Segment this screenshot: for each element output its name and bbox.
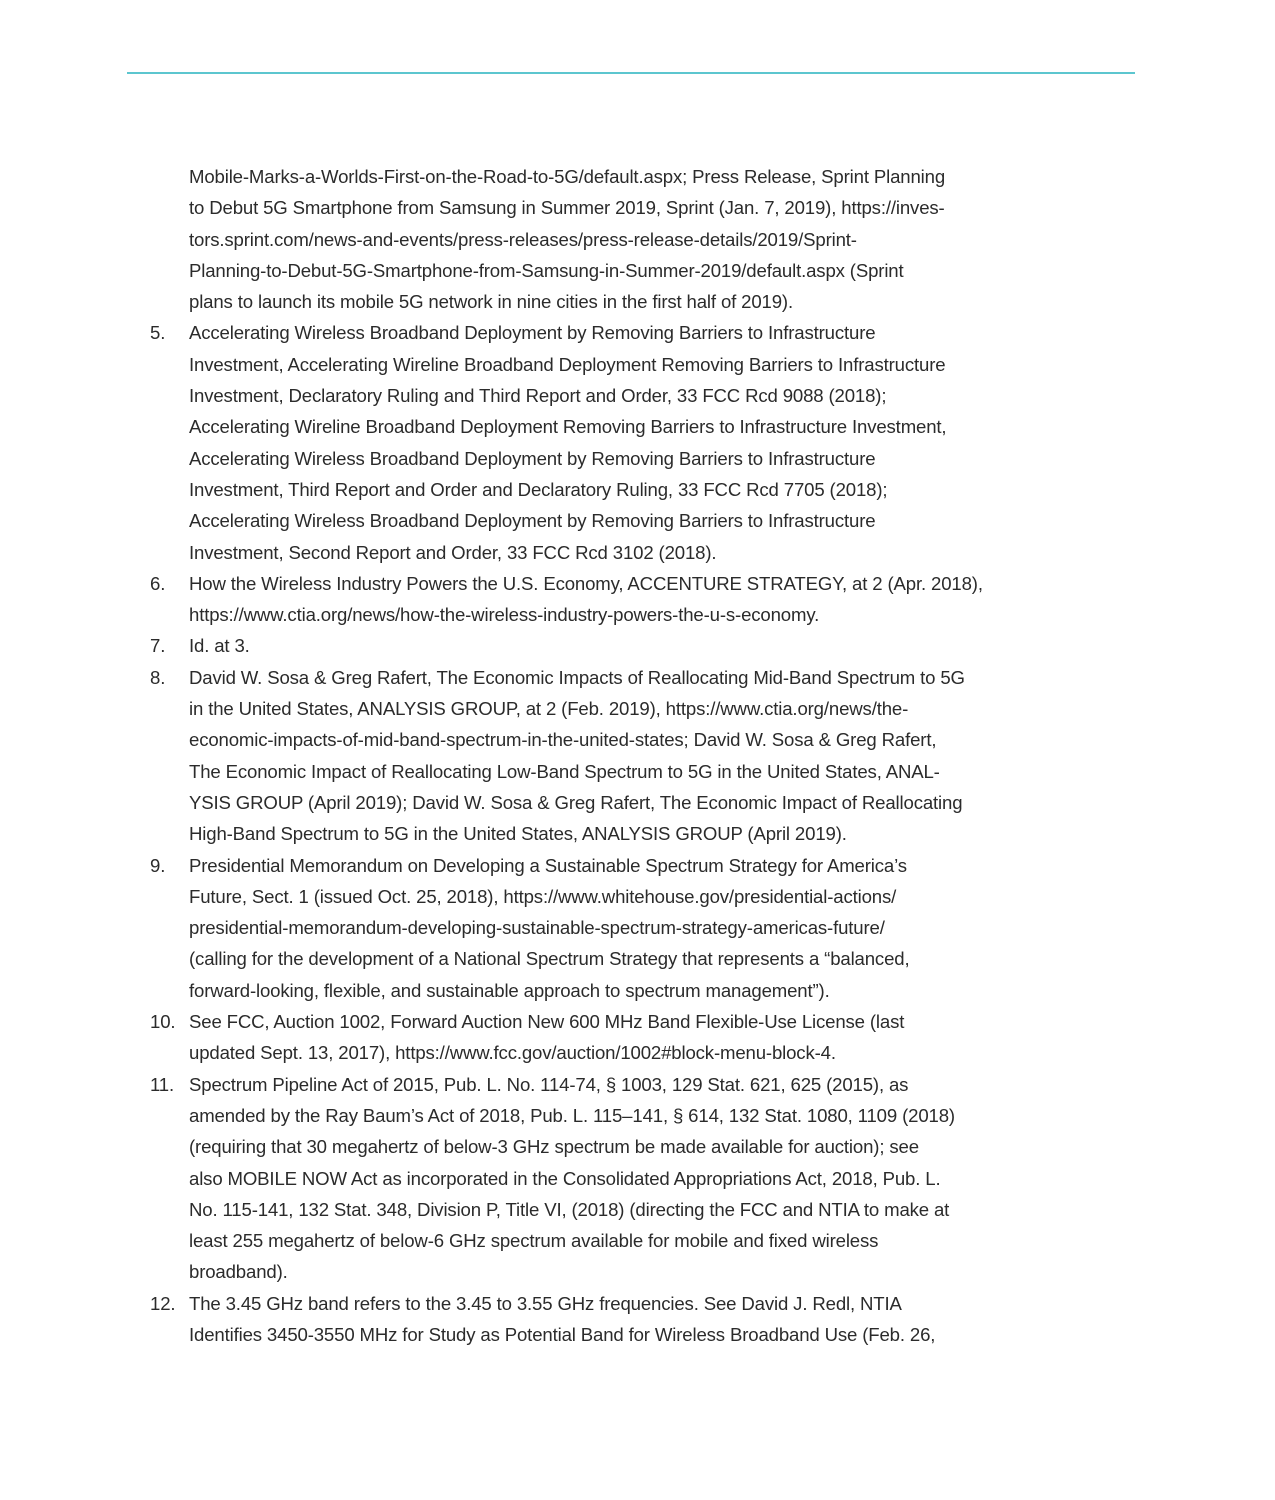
footnote-text-line: Investment, Third Report and Order and Declaratory Ruling, 33 FCC Rcd 7705 (2018); — [189, 478, 888, 500]
footnote-text-line: (calling for the development of a National Spectrum Strategy that represents a “balanced, — [189, 948, 910, 970]
footnote-text-line: (requiring that 30 megahertz of below-3 GHz spectrum be made available for auction); see — [189, 1136, 919, 1158]
footnote-item — [150, 850, 980, 1006]
footnote-text-line: Identifies 3450-3550 MHz for Study as Potential Band for Wireless Broadband Use (Feb. 26, — [189, 1323, 936, 1345]
footnote-text-line: Future, Sect. 1 (issued Oct. 25, 2018), https://www.whitehouse.gov/presidential-actions/ — [189, 885, 897, 907]
footnote-text-line: How the Wireless Industry Powers the U.S. Economy, ACCENTURE STRATEGY, at 2 (Apr. 2018), — [189, 572, 983, 594]
footnote-text-line: The Economic Impact of Reallocating Low-Band Spectrum to 5G in the United States, ANAL- — [189, 760, 940, 782]
footnote-text-line: Accelerating Wireless Broadband Deployment by Removing Barriers to Infrastructure — [189, 447, 876, 469]
footnote-text-line: Accelerating Wireline Broadband Deployment Removing Barriers to Infrastructure Investment, — [189, 416, 947, 438]
footnote-text-line: Presidential Memorandum on Developing a Sustainable Spectrum Strategy for America’s — [189, 854, 907, 876]
footnote-item — [150, 1006, 980, 1069]
footnote-list — [150, 161, 983, 1350]
footnote-text-line: Accelerating Wireless Broadband Deployment by Removing Barriers to Infrastructure — [189, 510, 876, 532]
footnote-text-line: economic-impacts-of-mid-band-spectrum-in-the-united-states; David W. Sosa & Greg Rafert, — [189, 729, 937, 751]
footnote-item — [150, 317, 980, 567]
footnote-text-line: No. 115-141, 132 Stat. 348, Division P, Title VI, (2018) (directing the FCC and NTIA to make at — [189, 1198, 950, 1220]
footnote-text-line: YSIS GROUP (April 2019); David W. Sosa & Greg Rafert, The Economic Impact of Reallocating — [189, 791, 963, 813]
footnote-text-line: Investment, Declaratory Ruling and Third Report and Order, 33 FCC Rcd 9088 (2018); — [189, 385, 887, 407]
footnote-text-line: to Debut 5G Smartphone from Samsung in Summer 2019, Sprint (Jan. 7, 2019), https://inves- — [189, 197, 945, 219]
footnote-item — [150, 1288, 980, 1351]
footnote-number: 9. — [150, 854, 166, 876]
footnote-text-line: David W. Sosa & Greg Rafert, The Economic Impacts of Reallocating Mid-Band Spectrum to 5G — [189, 666, 965, 688]
footnote-text-line: Investment, Accelerating Wireline Broadband Deployment Removing Barriers to Infrastructure — [189, 353, 946, 375]
footnote-text-line: https://www.ctia.org/news/how-the-wireless-industry-powers-the-u-s-economy. — [189, 604, 820, 626]
footnote-item — [150, 161, 980, 317]
footnote-number: 7. — [150, 635, 166, 657]
footnote-text-line: plans to launch its mobile 5G network in nine cities in the first half of 2019). — [189, 291, 793, 313]
footnote-text-line: Accelerating Wireless Broadband Deployment by Removing Barriers to Infrastructure — [189, 322, 876, 344]
footnote-text-line: presidential-memorandum-developing-sustainable-spectrum-strategy-americas-future/ — [189, 917, 885, 939]
footnote-text-line: Planning-to-Debut-5G-Smartphone-from-Samsung-in-Summer-2019/default.aspx (Sprint — [189, 259, 904, 281]
footnote-text-line: also MOBILE NOW Act as incorporated in the Consolidated Appropriations Act, 2018, Pub. L. — [189, 1167, 941, 1189]
footnote-number: 10. — [150, 1011, 176, 1033]
footnote-text-line: High-Band Spectrum to 5G in the United States, ANALYSIS GROUP (April 2019). — [189, 823, 847, 845]
footnote-text-line: Mobile-Marks-a-Worlds-First-on-the-Road-to-5G/default.aspx; Press Release, Sprint Planning — [189, 166, 946, 187]
footnote-text-line: Investment, Second Report and Order, 33 FCC Rcd 3102 (2018). — [189, 541, 717, 563]
footnote-text-line: broadband). — [189, 1261, 288, 1283]
footnote-number: 12. — [150, 1292, 176, 1314]
footnote-item — [150, 662, 980, 850]
footnote-number: 5. — [150, 322, 166, 344]
footnote-item — [150, 568, 983, 631]
footnote-item — [150, 630, 980, 661]
footnote-text-line: Id. at 3. — [189, 635, 250, 657]
footnote-text-line: in the United States, ANALYSIS GROUP, at 2 (Feb. 2019), https://www.ctia.org/news/the- — [189, 698, 909, 720]
footnote-text-line: amended by the Ray Baum’s Act of 2018, Pub. L. 115–141, § 614, 132 Stat. 1080, 1109 (2018) — [189, 1104, 955, 1126]
footnote-number: 11. — [150, 1073, 175, 1095]
footnote-text-line: updated Sept. 13, 2017), https://www.fcc.gov/auction/1002#block-menu-block-4. — [189, 1042, 836, 1064]
footnote-text-line: Spectrum Pipeline Act of 2015, Pub. L. No. 114-74, § 1003, 129 Stat. 621, 625 (2015), as — [189, 1073, 909, 1095]
footnote-item — [150, 1069, 980, 1288]
footnote-text-line: tors.sprint.com/news-and-events/press-releases/press-release-details/2019/Sprint- — [189, 228, 857, 250]
footnote-number: 6. — [150, 572, 166, 594]
footnote-text-line: The 3.45 GHz band refers to the 3.45 to 3.55 GHz frequencies. See David J. Redl, NTIA — [189, 1292, 902, 1314]
footnote-text-line: See FCC, Auction 1002, Forward Auction New 600 MHz Band Flexible-Use License (last — [189, 1011, 905, 1033]
footnote-text-line: forward-looking, flexible, and sustainable approach to spectrum management”). — [189, 979, 830, 1001]
footnote-text-line: least 255 megahertz of below-6 GHz spectrum available for mobile and fixed wireless — [189, 1230, 879, 1252]
header-rule — [127, 72, 1135, 74]
footnote-number: 8. — [150, 666, 166, 688]
